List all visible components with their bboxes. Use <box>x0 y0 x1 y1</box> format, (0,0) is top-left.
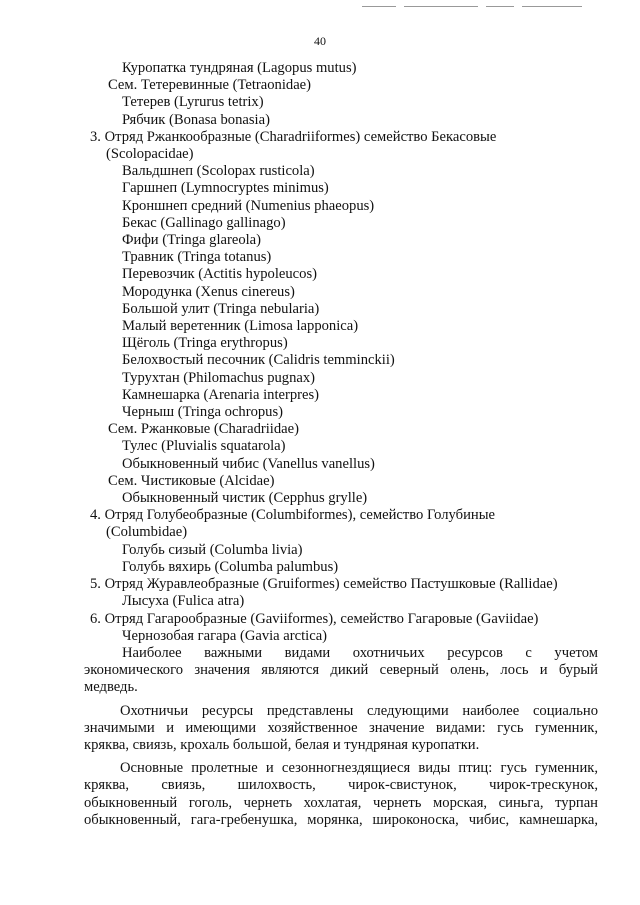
paragraph-line-text: кряква, свиязь, шилохвость, чирок-свистунок, чирок-трескунок, <box>84 777 598 794</box>
order-title: 4. Отряд Голубеобразные (Columbiformes), семейство Голубиные <box>90 507 495 524</box>
family-line: Сем. Чистиковые (Alcidae) <box>108 472 275 489</box>
page-number: 40 <box>314 34 326 48</box>
species-line: Куропатка тундряная (Lagopus mutus) <box>122 60 357 76</box>
paragraph <box>84 645 598 697</box>
paragraph-line-text: Основные пролетные и сезонногнездящиеся виды птиц: гусь гуменник, <box>120 760 598 777</box>
species-line: Тетерев (Lyrurus tetrix) <box>122 94 264 111</box>
paragraph-line-text: экономического значения являются дикий северный олень, лось и бурый <box>84 662 598 679</box>
paragraph-line-text: обыкновенный, гага-гребенушка, морянка, широконоска, чибис, камнешарка, <box>84 811 598 828</box>
species-line: Малый веретенник (Limosa lapponica) <box>122 318 359 335</box>
species-line: Кроншнеп средний (Numenius phaeopus) <box>122 197 375 214</box>
paragraph-line: медведь. <box>84 679 138 696</box>
species-line: Лысуха (Fulica atra) <box>122 593 245 610</box>
species-line: Мородунка (Xenus cinereus) <box>122 283 295 300</box>
order-title: 5. Отряд Журавлеобразные (Gruiformes) семейство Пастушковые (Rallidae) <box>90 576 558 593</box>
order-title-continuation: (Columbidae) <box>106 524 188 541</box>
order-title-continuation: (Scolopacidae) <box>106 146 194 163</box>
species-line: Турухтан (Philomachus pugnax) <box>122 369 316 386</box>
paragraph-line <box>84 812 598 829</box>
paragraph-line <box>84 760 598 777</box>
header-rule <box>404 6 478 7</box>
paragraph-line <box>84 795 598 812</box>
species-line: Перевозчик (Actitis hypoleucos) <box>122 266 317 283</box>
paragraph-line <box>84 703 598 720</box>
order-title: 3. Отряд Ржанкообразные (Charadriiformes) семейство Бекасовые <box>90 128 497 145</box>
species-line: Камнешарка (Arenaria interpres) <box>122 386 320 403</box>
species-line: Тулес (Pluvialis squatarola) <box>122 438 286 455</box>
order-title: 6. Отряд Гагарообразные (Gaviiformes), семейство Гагаровые (Gaviidae) <box>90 610 539 627</box>
header-rule <box>522 6 582 7</box>
species-line: Большой улит (Tringa nebularia) <box>122 300 320 317</box>
species-line: Гаршнеп (Lymnocryptes minimus) <box>122 180 329 197</box>
paragraph-line-text: значимыми и имеющими хозяйственное значение видами: гусь гуменник, <box>84 719 598 736</box>
species-line: Травник (Tringa totanus) <box>122 249 272 266</box>
species-line: Рябчик (Bonasa bonasia) <box>122 111 270 128</box>
paragraph-line <box>84 777 598 794</box>
header-rule <box>362 6 396 7</box>
paragraph-line <box>84 662 598 679</box>
document-body <box>86 60 598 829</box>
paragraph-line-text: обыкновенный гоголь, чернеть хохлатая, чернеть морская, синьга, турпан <box>84 794 598 811</box>
species-line: Чернозобая гагара (Gavia arctica) <box>122 627 328 644</box>
paragraph <box>84 703 598 755</box>
paragraph-line-text: Охотничьи ресурсы представлены следующими наиболее социально <box>120 702 598 719</box>
species-line: Фифи (Tringa glareola) <box>122 232 262 249</box>
species-line: Обыкновенный чибис (Vanellus vanellus) <box>122 455 375 472</box>
header-rule <box>486 6 514 7</box>
species-line: Щёголь (Tringa erythropus) <box>122 335 288 352</box>
species-line: Голубь сизый (Columba livia) <box>122 541 303 558</box>
paragraph-line <box>84 720 598 737</box>
species-line: Белохвостый песочник (Calidris temminckii) <box>122 352 395 369</box>
family-line: Сем. Тетеревинные (Tetraonidae) <box>108 77 312 94</box>
species-line: Бекас (Gallinago gallinago) <box>122 214 286 231</box>
species-line: Вальдшнеп (Scolopax rusticola) <box>122 163 315 180</box>
paragraph <box>84 760 598 829</box>
paragraph-line <box>84 645 598 662</box>
paragraph-line: кряква, свиязь, крохаль большой, белая и тундряная куропатки. <box>84 736 480 753</box>
species-line: Обыкновенный чистик (Cepphus grylle) <box>122 490 368 507</box>
species-line: Голубь вяхирь (Columba palumbus) <box>122 558 339 575</box>
species-line: Черныш (Tringa ochropus) <box>122 404 284 421</box>
family-line: Сем. Ржанковые (Charadriidae) <box>108 421 299 438</box>
paragraph-line-text: Наиболее важными видами охотничьих ресурсов с учетом <box>122 644 598 661</box>
